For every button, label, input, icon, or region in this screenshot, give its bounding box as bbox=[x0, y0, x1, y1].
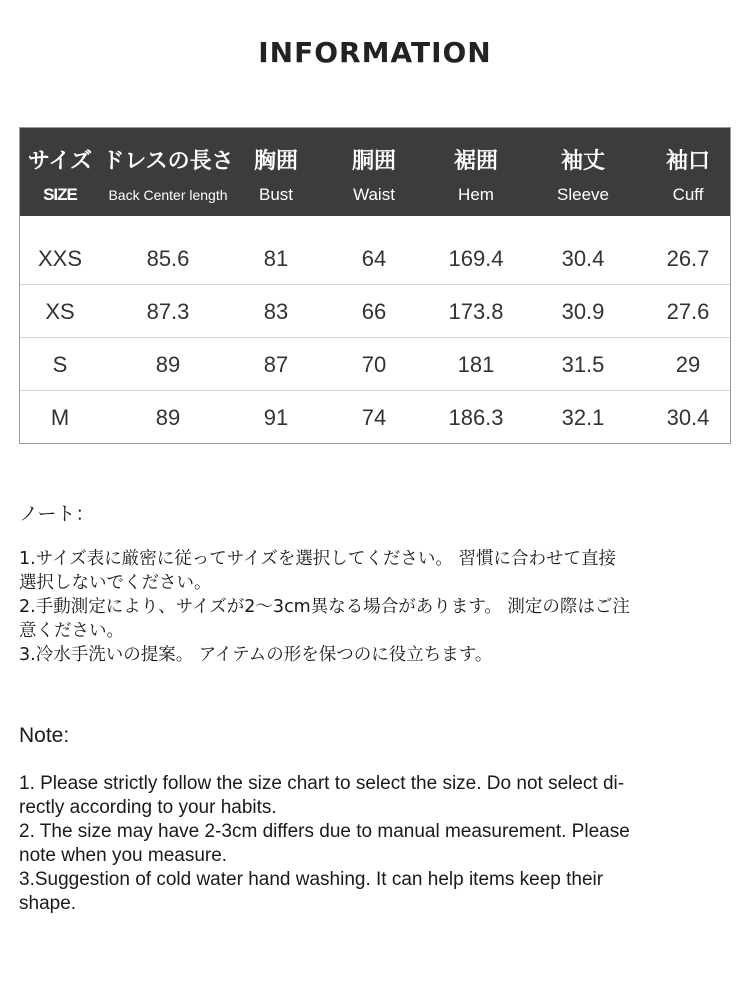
header-en-label: Hem bbox=[458, 185, 494, 204]
table-cell: 70 bbox=[361, 352, 387, 377]
table-cell: 186.3 bbox=[448, 405, 504, 430]
note-jp-line: 選択しないでください。 bbox=[19, 573, 212, 593]
table-cell: 29 bbox=[675, 352, 701, 377]
table-cell: M bbox=[50, 405, 70, 430]
note-jp-line: 2.手動測定により、サイズが2〜3cm異なる場合があります。 測定の際はご注 bbox=[19, 597, 630, 617]
header-jp-label: 胴囲 bbox=[351, 149, 396, 174]
note-en-line: shape. bbox=[19, 893, 77, 914]
note-en-line: note when you measure. bbox=[19, 845, 228, 866]
table-cell: 91 bbox=[263, 405, 289, 430]
table-cell: 89 bbox=[155, 352, 181, 377]
note-en-body bbox=[19, 772, 719, 916]
header-cuff bbox=[646, 128, 730, 216]
table-cell: 26.7 bbox=[666, 246, 710, 271]
note-jp-body bbox=[19, 547, 731, 667]
table-cell: 27.6 bbox=[666, 299, 710, 324]
table-row bbox=[20, 391, 730, 444]
table-row bbox=[20, 285, 730, 338]
header-en-label: Back Center length bbox=[108, 187, 228, 203]
table-cell: 30.9 bbox=[561, 299, 605, 324]
note-en-line: 3.Suggestion of cold water hand washing. It can help items keep their bbox=[19, 869, 604, 890]
table-row bbox=[20, 338, 730, 391]
header-en-label: Cuff bbox=[672, 185, 704, 204]
header-en-label: Bust bbox=[258, 185, 294, 204]
table-cell: 87.3 bbox=[146, 299, 190, 324]
note-en-line: 1. Please strictly follow the size chart to select the size. Do not select di- bbox=[19, 773, 625, 794]
header-back-center-length bbox=[100, 128, 236, 216]
note-jp-line: 1.サイズ表に厳密に従ってサイズを選択してください。 習慣に合わせて直接 bbox=[19, 549, 616, 569]
table-cell: 83 bbox=[263, 299, 289, 324]
table-cell: 173.8 bbox=[448, 299, 504, 324]
table-cell: 85.6 bbox=[146, 246, 190, 271]
table-cell: S bbox=[52, 352, 68, 377]
size-chart-table bbox=[19, 127, 731, 444]
table-cell: 81 bbox=[263, 246, 289, 271]
header-waist bbox=[316, 128, 432, 216]
table-cell: XS bbox=[45, 299, 75, 324]
page-title: INFORMATION bbox=[258, 36, 492, 69]
header-en-label: SIZE bbox=[43, 185, 77, 204]
table-cell: 31.5 bbox=[561, 352, 605, 377]
header-sleeve bbox=[520, 128, 646, 216]
note-jp-line: 意ください。 bbox=[19, 621, 124, 641]
header-bust bbox=[236, 128, 316, 216]
header-hem bbox=[432, 128, 520, 216]
header-jp-label: サイズ bbox=[27, 149, 93, 174]
table-cell: XXS bbox=[37, 246, 83, 271]
note-en-line: rectly according to your habits. bbox=[19, 797, 277, 818]
note-en-heading: Note: bbox=[19, 724, 70, 747]
header-jp-label: 袖丈 bbox=[560, 149, 605, 174]
header-jp-label: 袖口 bbox=[665, 149, 710, 174]
header-size bbox=[20, 128, 100, 216]
header-en-label: Waist bbox=[353, 185, 395, 204]
table-cell: 74 bbox=[361, 405, 387, 430]
header-en-label: Sleeve bbox=[557, 185, 609, 204]
table-header bbox=[20, 128, 730, 216]
note-jp-heading: ノート： bbox=[19, 503, 95, 525]
header-jp-label: 裾囲 bbox=[453, 149, 498, 174]
table-cell: 89 bbox=[155, 405, 181, 430]
note-jp-line: 3.冷水手洗いの提案。 アイテムの形を保つのに役立ちます。 bbox=[19, 645, 493, 665]
table-row bbox=[20, 232, 730, 285]
header-jp-label: ドレスの長さ bbox=[102, 149, 234, 174]
table-cell: 181 bbox=[457, 352, 495, 377]
table-cell: 30.4 bbox=[561, 246, 605, 271]
table-cell: 32.1 bbox=[561, 405, 605, 430]
table-cell: 64 bbox=[361, 246, 387, 271]
table-cell: 87 bbox=[263, 352, 289, 377]
note-en-line: 2. The size may have 2-3cm differs due to manual measurement. Please bbox=[19, 821, 630, 842]
table-cell: 169.4 bbox=[448, 246, 504, 271]
header-jp-label: 胸囲 bbox=[253, 149, 298, 174]
table-body bbox=[20, 232, 730, 444]
table-cell: 30.4 bbox=[666, 405, 710, 430]
table-cell: 66 bbox=[361, 299, 387, 324]
